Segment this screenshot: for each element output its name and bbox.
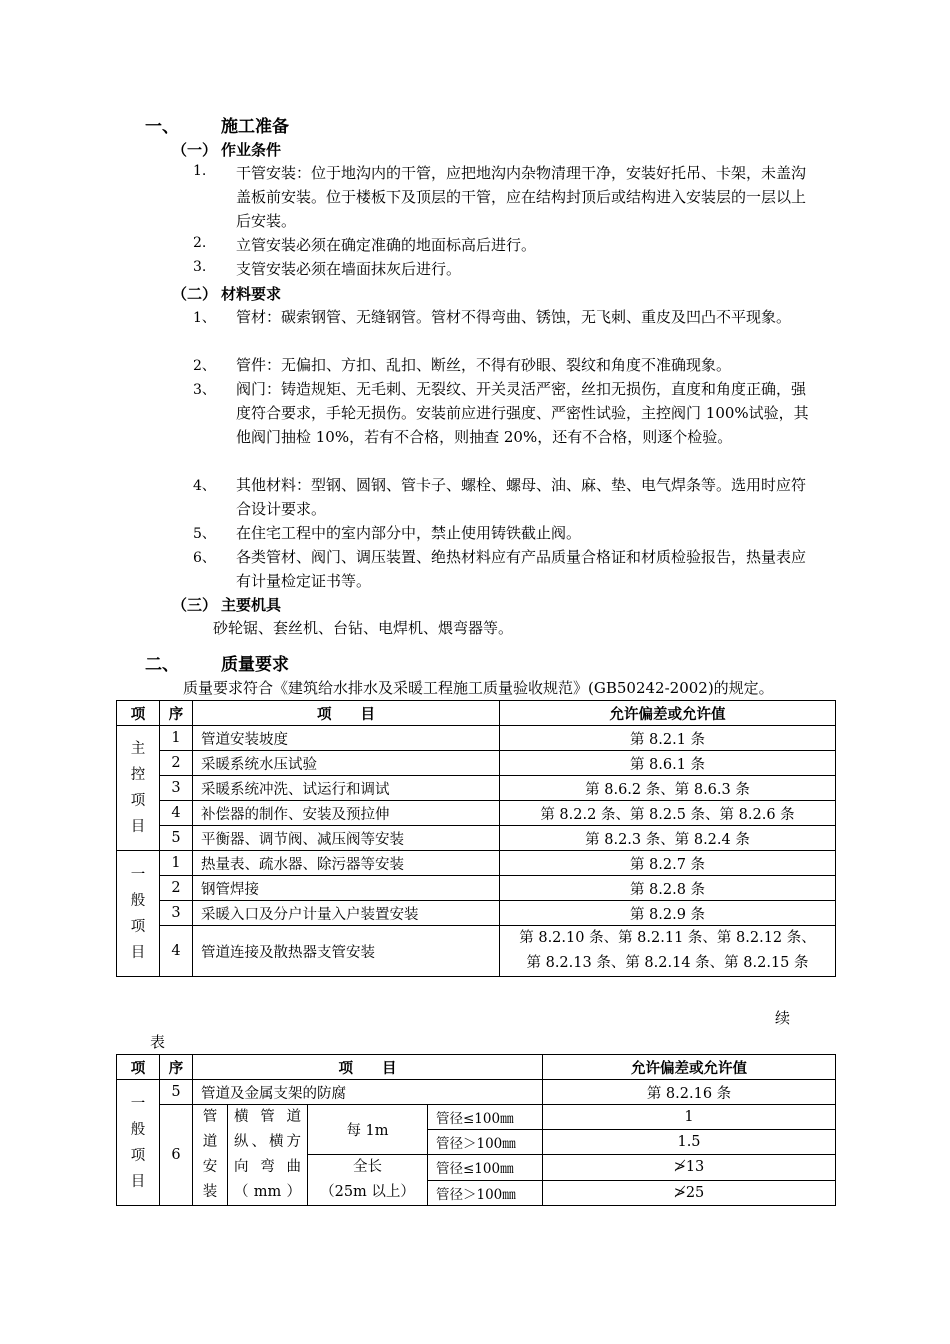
list-item: 立管安装必须在确定准确的地面标高后进行。 [236,236,537,254]
row-number: 1 [160,726,193,751]
table-row [117,851,836,876]
table-row [117,801,836,826]
diameter-label: 管径≤100㎜ [428,1155,543,1181]
row-item: 钢管焊接 [193,876,500,901]
table-row [117,901,836,926]
row-value: 第 8.2.8 条 [500,876,836,901]
header-item: 项 目 [193,701,500,726]
row-number: 2 [160,876,193,901]
list-item: 在住宅工程中的室内部分中，禁止使用铸铁截止阀。 [236,524,582,542]
row-item: 采暖系统冲洗、试运行和调试 [193,776,500,801]
tools-text: 砂轮锯、套丝机、台钻、电焊机、煨弯器等。 [213,619,514,637]
row-value: ≯13 [543,1155,836,1181]
row-item: 采暖系统水压试验 [193,751,500,776]
list-number: 3. [193,259,207,275]
list-number: 5、 [193,526,216,542]
row-item: 管道及金属支架的防腐 [193,1080,543,1105]
row-value-line-2: 第 8.2.13 条、第 8.2.14 条、第 8.2.15 条 [526,955,809,971]
diameter-label: 管径≤100㎜ [428,1105,543,1130]
row-number: 3 [160,901,193,926]
table-row [117,1080,836,1105]
full-length-line-2: （25m 以上） [320,1184,415,1200]
table-row [117,826,836,851]
header-xiang: 项 [117,1055,160,1080]
row-value: 1.5 [543,1130,836,1155]
row-number: 6 [160,1105,193,1206]
list-item: 管件：无偏扣、方扣、乱扣、断丝，不得有砂眼、裂纹和角度不准确现象。 [236,356,732,374]
list-number: 2. [193,235,207,251]
table-header-row [117,1055,836,1080]
sub-2-title: 材料要求 [221,285,282,303]
full-length-label [308,1155,428,1206]
table-row [117,926,836,977]
sub-3-title: 主要机具 [221,596,282,614]
row-value: 第 8.2.7 条 [500,851,836,876]
row-value: 第 8.6.2 条、第 8.6.3 条 [500,776,836,801]
row-item: 平衡器、调节阀、减压阀等安装 [193,826,500,851]
table-row [117,876,836,901]
section-2-title: 质量要求 [221,655,289,675]
diameter-label: 管径＞100㎜ [428,1180,543,1206]
row-value: ≯25 [543,1180,836,1206]
row-number: 4 [160,801,193,826]
row-number: 5 [160,1080,193,1105]
row-item: 管道安装坡度 [193,726,500,751]
row-item: 采暖入口及分户计量入户装置安装 [193,901,500,926]
group-general: 一般项目 [117,851,160,977]
row-item: 补偿器的制作、安装及预拉伸 [193,801,500,826]
header-xu: 序 [160,701,193,726]
diameter-label: 管径＞100㎜ [428,1130,543,1155]
sub-2-number: （二） [172,285,218,303]
row-value-line-1: 第 8.2.10 条、第 8.2.11 条、第 8.2.12 条、 [519,930,816,946]
list-item: 干管安装：位于地沟内的干管，应把地沟内杂物清理干净，安装好托吊、卡架，未盖沟盖板前安装。位于楼板下及顶层的干管，应在结构封顶后或结构进入安装层的一层以上后安装。 [236,164,807,230]
sub-1-number: （一） [172,141,218,159]
sub-1-title: 作业条件 [221,141,282,159]
group-general: 一般项目 [117,1080,160,1206]
row-item: 热量表、疏水器、除污器等安装 [193,851,500,876]
row-value: 1 [543,1105,836,1130]
row-number: 5 [160,826,193,851]
header-item: 项 目 [193,1055,543,1080]
list-number: 3、 [193,382,216,398]
continued-label-1: 续 [775,1009,791,1027]
section-1-title: 施工准备 [221,117,289,137]
quality-intro: 质量要求符合《建筑给水排水及采暖工程施工质量验收规范》(GB50242-2002)的规定。 [183,679,774,697]
group-main-control: 主控项目 [117,726,160,851]
list-item: 各类管材、阀门、调压装置、绝热材料应有产品质量合格证和材质检验报告，热量表应有计量检定证书等。 [236,548,807,590]
row-number: 2 [160,751,193,776]
table-header-row [117,701,836,726]
row-number: 1 [160,851,193,876]
header-xiang: 项 [117,701,160,726]
list-number: 4、 [193,478,216,494]
header-xu: 序 [160,1055,193,1080]
table-row [117,776,836,801]
list-item: 阀门：铸造规矩、无毛刺、无裂纹、开关灵活严密，丝扣无损伤，直度和角度正确，强度符合要求，手轮无损伤。安装前应进行强度、严密性试验，主控阀门 100%试验，其他阀门抽检 10%，若有不合格，则抽查 20%，还有不合格，则逐个检验。 [236,380,809,446]
row-value: 第 8.2.9 条 [500,901,836,926]
list-number: 1. [193,163,207,179]
header-allow: 允许偏差或允许值 [543,1055,836,1080]
section-2-number: 二、 [145,655,179,675]
quality-table [116,700,836,977]
list-number: 6、 [193,550,216,566]
row-value: 第 8.2.2 条、第 8.2.5 条、第 8.2.6 条 [500,801,836,826]
row-value: 第 8.2.16 条 [543,1080,836,1105]
pipe-install-label: 管道安装 [193,1105,228,1206]
row-value: 第 8.2.1 条 [500,726,836,751]
row-item: 管道连接及散热器支管安装 [193,926,500,977]
list-number: 2、 [193,358,216,374]
list-item: 管材：碳索钢管、无缝钢管。管材不得弯曲、锈蚀，无飞刺、重皮及凹凸不平现象。 [236,308,792,326]
row-number: 4 [160,926,193,977]
header-allow: 允许偏差或允许值 [500,701,836,726]
per-meter-label: 每 1m [308,1105,428,1155]
table-row [117,726,836,751]
row-number: 3 [160,776,193,801]
quality-table-continued [116,1054,836,1206]
section-1-number: 一、 [145,117,179,137]
list-number: 1、 [193,310,216,326]
sub-3-number: （三） [172,596,218,614]
row-value [500,926,836,977]
bend-label: 横管道纵、横方向弯曲（mm） [228,1105,308,1206]
table-row [117,751,836,776]
list-item: 其他材料：型钢、圆钢、管卡子、螺栓、螺母、油、麻、垫、电气焊条等。选用时应符合设计要求。 [236,476,807,518]
row-value: 第 8.6.1 条 [500,751,836,776]
continued-label-2: 表 [150,1033,166,1051]
list-item: 支管安装必须在墙面抹灰后进行。 [236,260,462,278]
table-row [117,1105,836,1130]
row-value: 第 8.2.3 条、第 8.2.4 条 [500,826,836,851]
full-length-line-1: 全长 [353,1159,382,1175]
